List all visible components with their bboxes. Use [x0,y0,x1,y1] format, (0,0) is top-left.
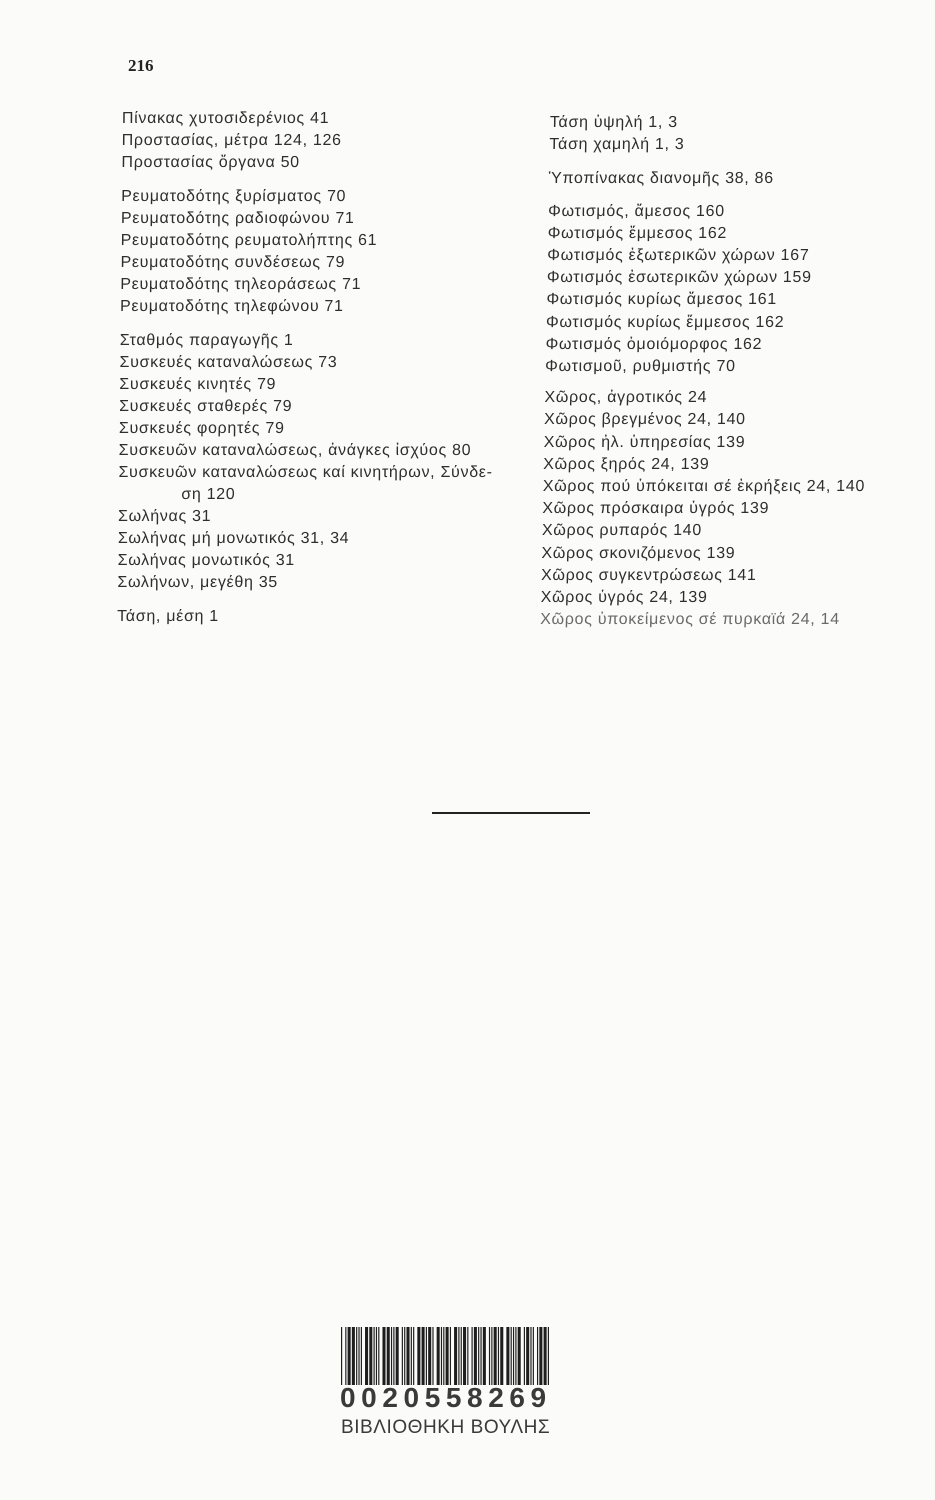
index-entry: Συσκευές φορητές 79 [118,420,285,437]
index-entry: Προστασίας, μέτρα 124, 126 [121,132,342,149]
index-entry: Σταθμός παραγωγῆς 1 [119,332,294,349]
barcode-bar [411,1327,412,1385]
barcode-bar [530,1327,531,1385]
barcode-bar [382,1327,385,1385]
barcode-bar [548,1327,549,1385]
barcode-bar [369,1327,372,1385]
barcode-bar [443,1327,444,1385]
index-entry: Φωτισμός κυρίως ἔμμεσος 162 [545,313,785,331]
barcode [341,1327,549,1385]
barcode-bar [474,1327,477,1385]
barcode-bar [365,1327,368,1385]
barcode-bar [463,1327,466,1385]
barcode-bar [404,1327,405,1385]
barcode-bar [437,1327,440,1385]
barcode-bar [432,1327,433,1385]
index-group [117,330,520,594]
index-entry: Τάση ὑψηλή 1, 3 [549,114,679,131]
index-entry: Φωτισμός, ἄμεσος 160 [547,202,725,220]
index-entry: Πίνακας χυτοσιδερένιος 41 [121,110,330,127]
barcode-bar [454,1327,457,1385]
barcode-bar [544,1327,547,1385]
index-entry: Συσκευῶν καταναλώσεως, ἀνάγκες ἰσχύος 80 [118,442,472,459]
barcode-bar [345,1327,346,1385]
index-entry: Χῶρος σκονιζόμενος 139 [541,544,736,562]
index-entry: Ρευματοδότης συνδέσεως 79 [120,254,346,271]
barcode-bar [413,1327,414,1385]
index-left-column [117,108,522,628]
index-group [120,186,521,318]
index-entry: Ὑποπίνακας διανομῆς 38, 86 [548,170,775,188]
barcode-bar [498,1327,499,1385]
index-entry: Συσκευῶν καταναλώσεως καί κινητήρων, Σύνδε- [118,464,493,481]
index-entry: Φωτισμός ὁμοιόμορφος 162 [545,335,763,353]
barcode-bar [341,1327,342,1385]
barcode-bar [406,1327,409,1385]
index-entry: Ρευματοδότης ρευματολήπτης 61 [120,232,378,249]
barcode-bar [391,1327,392,1385]
index-entry: Ρευματοδότης ραδιοφώνου 71 [120,210,355,227]
index-right-column [540,112,925,631]
index-entry: Συσκευές καταναλώσεως 73 [119,354,338,371]
barcode-bar [446,1327,449,1385]
barcode-bar [402,1327,403,1385]
barcode-bar [387,1327,390,1385]
index-group [121,108,522,174]
index-entry: Χῶρος πού ὑπόκειται σέ ἐκρήξεις 24, 140 [542,478,866,496]
index-group [549,112,925,156]
index-entry: Φωτισμός ἐσωτερικῶν χώρων 159 [546,269,812,287]
barcode-bar [467,1327,468,1385]
barcode-bar [356,1327,357,1385]
index-entry: Χῶρος, ἀγροτικός 24 [544,389,708,407]
index-entry: Χῶρος ὑποκείμενος σέ πυρκαϊά 24, 14 [540,611,840,629]
index-entry: Σωλήνας μονωτικός 31 [117,552,296,569]
barcode-bar [441,1327,442,1385]
index-entry: Σωλήνας μή μονωτικός 31, 34 [117,530,350,547]
index-entry: Προστασίας ὄργανα 50 [121,154,300,171]
barcode-bar [489,1327,490,1385]
barcode-bar [539,1327,542,1385]
barcode-bar [524,1327,525,1385]
barcode-bar [480,1327,481,1385]
index-group [117,606,517,628]
barcode-bar [494,1327,497,1385]
barcode-bar [378,1327,379,1385]
barcode-bar [450,1327,451,1385]
barcode-bar [376,1327,377,1385]
barcode-bar [374,1327,375,1385]
section-divider [432,812,590,814]
index-entry: Τάση, μέση 1 [117,608,220,625]
index-entry: Σωλήνων, μεγέθη 35 [117,574,279,591]
barcode-number: 0020558269 [340,1382,552,1413]
barcode-bar [426,1327,427,1385]
barcode-bar [506,1327,509,1385]
index-group [548,168,923,190]
index-entry: Συσκευές σταθερές 79 [119,398,293,415]
barcode-bar [458,1327,459,1385]
index-entry: Ρευματοδότης τηλεφώνου 71 [120,298,344,315]
index-group [540,387,920,631]
barcode-bar [352,1327,355,1385]
index-entry: Φωτισμός ἐξωτερικῶν χώρων 167 [547,247,810,265]
index-entry: Ρευματοδότης ξυρίσματος 70 [121,188,347,205]
library-label: ΒΙΒΛΙΟΘΗΚΗ ΒΟΥΛΗΣ [341,1417,551,1438]
index-entry: Φωτισμός κυρίως ἄμεσος 161 [546,291,778,309]
barcode-bar [428,1327,431,1385]
barcode-bar [515,1327,516,1385]
index-entry: Χῶρος συγκεντρώσεως 141 [540,566,757,584]
barcode-bar [361,1327,362,1385]
barcode-bar [472,1327,473,1385]
page-number: 216 [128,56,154,75]
barcode-bar [483,1327,486,1385]
barcode-bar [518,1327,521,1385]
barcode-bar [513,1327,514,1385]
barcode-bar [348,1327,351,1385]
barcode-bar [478,1327,479,1385]
barcode-bar [537,1327,538,1385]
index-entry: Χῶρος βρεγμένος 24, 140 [543,411,746,429]
index-entry: Χῶρος ὑγρός 24, 139 [540,589,708,607]
index-entry: Χῶρος ξηρός 24, 139 [543,455,710,473]
barcode-bar [422,1327,425,1385]
barcode-bar [417,1327,420,1385]
index-entry: Χῶρος ἠλ. ὑπηρεσίας 139 [543,433,746,451]
index-entry: Φωτισμοῦ, ρυθμιστής 70 [544,358,736,376]
barcode-bar [393,1327,394,1385]
barcode-bar [396,1327,399,1385]
index-entry: Τάση χαμηλή 1, 3 [549,136,685,154]
index-entry-continuation: ση 120 [181,486,236,503]
index-entry: Συσκευές κινητές 79 [119,376,277,393]
barcode-bar [461,1327,462,1385]
index-group [545,201,923,379]
barcode-bar [500,1327,503,1385]
index-entry: Ρευματοδότης τηλεοράσεως 71 [120,276,362,293]
index-entry: Χῶρος ρυπαρός 140 [541,522,703,540]
index-entry: Σωλήνας 31 [117,508,212,525]
barcode-bar [358,1327,359,1385]
barcode-bar [533,1327,534,1385]
index-entry: Φωτισμός ἔμμεσος 162 [547,224,728,242]
barcode-bar [491,1327,492,1385]
index-entry: Χῶρος πρόσκαιρα ὑγρός 139 [542,500,770,518]
barcode-bar [511,1327,512,1385]
barcode-bar [526,1327,529,1385]
